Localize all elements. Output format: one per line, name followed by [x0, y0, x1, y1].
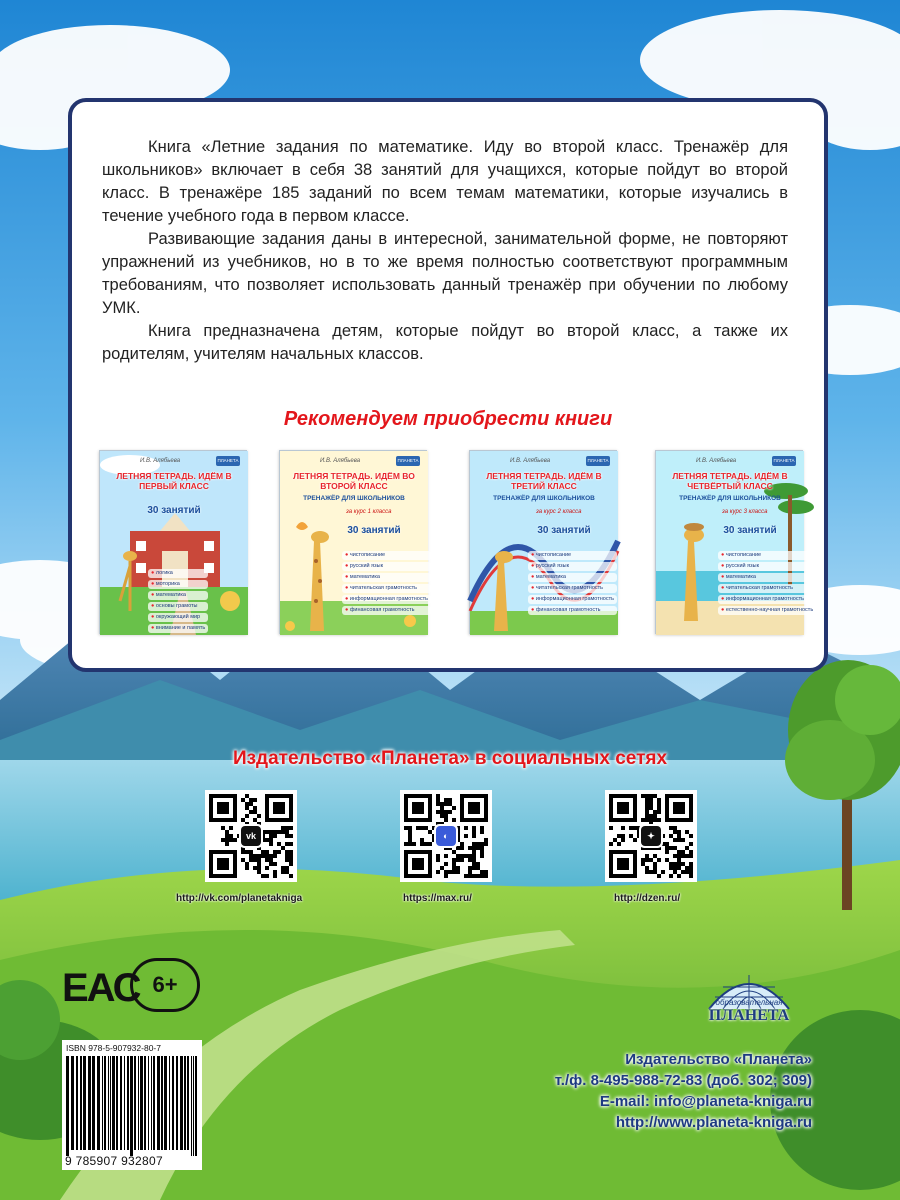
- topic-item: ● логика: [148, 569, 208, 578]
- recommended-books: [96, 450, 814, 634]
- topic-item: ● окружающий мир: [148, 613, 208, 622]
- topic-item: ● читательская грамотность: [718, 584, 816, 593]
- book-subtitle: ТРЕНАЖЁР ДЛЯ ШКОЛЬНИКОВ: [303, 495, 405, 502]
- book-description: [102, 136, 788, 366]
- age-rating-badge: 6+: [130, 958, 200, 1012]
- book-cover-grade-4[interactable]: [655, 450, 814, 634]
- book-author: И.В. Алябьева: [140, 458, 181, 464]
- book-topics: [528, 551, 617, 617]
- book-cover-grade-1[interactable]: [99, 450, 247, 634]
- publisher-logo-small: ПЛАНЕТА: [216, 456, 240, 466]
- dzen-icon: ✦: [639, 824, 663, 848]
- vk-icon: vk: [239, 824, 263, 848]
- topic-item: ● информационная грамотность: [718, 595, 816, 604]
- book-lessons: 30 занятий: [347, 525, 401, 536]
- info-card: [68, 98, 828, 672]
- max-link[interactable]: https://max.ru/: [403, 893, 472, 904]
- topic-item: ● основы грамоты: [148, 602, 208, 611]
- book-subtitle: ТРЕНАЖЁР ДЛЯ ШКОЛЬНИКОВ: [493, 495, 595, 502]
- topic-item: ● финансовая грамотность: [342, 606, 431, 615]
- publisher-logo-small: ПЛАНЕТА: [586, 456, 610, 466]
- book-course: за курс 1 класса: [346, 509, 392, 515]
- book-title: ЛЕТНЯЯ ТЕТРАДЬ. ИДЁМ В ЧЕТВЁРТЫЙ КЛАСС: [672, 471, 788, 491]
- topic-item: ● естественно-научная грамотность: [718, 606, 816, 615]
- topic-item: ● читательская грамотность: [342, 584, 431, 593]
- social-heading: Издательство «Планета» в социальных сетях: [232, 748, 668, 769]
- book-title: ЛЕТНЯЯ ТЕТРАДЬ. ИДЁМ ВО ВТОРОЙ КЛАСС: [293, 471, 415, 491]
- book-topics: [718, 551, 816, 617]
- description-paragraph: Книга предназначена детям, которые пойдут во второй класс, а также их родителям, учителям начальных классов.: [102, 322, 788, 363]
- topic-item: ● чистописание: [342, 551, 431, 560]
- book-title: ЛЕТНЯЯ ТЕТРАДЬ. ИДЁМ В ТРЕТИЙ КЛАСС: [486, 471, 602, 491]
- book-cover-grade-2[interactable]: [279, 450, 427, 634]
- book-topics: [342, 551, 431, 617]
- isbn-number: ISBN 978-5-907932-80-7: [66, 1043, 161, 1053]
- topic-item: ● чистописание: [718, 551, 816, 560]
- topic-item: ● финансовая грамотность: [528, 606, 617, 615]
- dzen-link[interactable]: http://dzen.ru/: [614, 893, 681, 904]
- isbn-barcode: [62, 1040, 202, 1170]
- book-course: за курс 3 класса: [722, 509, 768, 515]
- topic-item: ● математика: [342, 573, 431, 582]
- vk-link[interactable]: http://vk.com/planetakniga: [176, 893, 303, 904]
- logo-tagline: образовательная: [715, 998, 783, 1007]
- publisher-phone: т./ф. 8-495-988-72-83 (доб. 302; 309): [554, 1072, 812, 1089]
- book-lessons: 30 занятий: [537, 525, 591, 536]
- topic-item: ● математика: [528, 573, 617, 582]
- topic-item: ● русский язык: [528, 562, 617, 571]
- description-paragraph: Развивающие задания даны в интересной, занимательной форме, не повторяют упражнений из учебников, но в то же время полностью соответствуют программным требованиям, что позволяет использовать данный тренажёр при обучении по любому УМК.: [102, 230, 788, 317]
- book-course: за курс 2 класса: [536, 509, 582, 515]
- ean-digits: 9 785907 932807: [65, 1154, 163, 1168]
- vk-qr-code[interactable]: [205, 790, 297, 882]
- publisher-name: Издательство «Планета»: [625, 1051, 812, 1068]
- topic-item: ● математика: [718, 573, 816, 582]
- description-paragraph: Книга «Летние задания по математике. Иду во второй класс. Тренажёр для школьников» включает в себя 38 занятий для учащихся, которые пойдут во второй класс. В тренажёре 185 заданий по всем темам математики, которые изучались в течение учебного года в первом классе.: [102, 138, 788, 225]
- topic-item: ● информационная грамотность: [342, 595, 431, 604]
- book-author: И.В. Алябьева: [320, 458, 361, 464]
- topic-item: ● русский язык: [342, 562, 431, 571]
- max-icon: ◐: [434, 824, 458, 848]
- publisher-logo: [693, 965, 805, 1031]
- publisher-email[interactable]: E-mail: info@planeta-kniga.ru: [599, 1093, 812, 1110]
- topic-item: ● математика: [148, 591, 208, 600]
- dzen-qr-code[interactable]: [605, 790, 697, 882]
- publisher-logo-small: ПЛАНЕТА: [772, 456, 796, 466]
- max-qr-code[interactable]: [400, 790, 492, 882]
- topic-item: ● чистописание: [528, 551, 617, 560]
- topic-item: ● внимание и память: [148, 624, 208, 633]
- barcode-bars: [62, 1040, 202, 1170]
- topic-item: ● информационная грамотность: [528, 595, 617, 604]
- book-lessons: 30 занятий: [723, 525, 777, 536]
- publisher-logo-small: ПЛАНЕТА: [396, 456, 420, 466]
- book-title: ЛЕТНЯЯ ТЕТРАДЬ. ИДЁМ В ПЕРВЫЙ КЛАСС: [116, 471, 232, 491]
- topic-item: ● моторика: [148, 580, 208, 589]
- book-lessons: 30 занятий: [147, 505, 201, 516]
- book-cover-grade-3[interactable]: [469, 450, 617, 634]
- recommend-heading: Рекомендуем приобрести книги: [283, 408, 613, 430]
- logo-wordmark: ПЛАНЕТА: [708, 1007, 790, 1024]
- eac-mark: ЕАС: [62, 966, 140, 1010]
- topic-item: ● читательская грамотность: [528, 584, 617, 593]
- book-subtitle: ТРЕНАЖЁР ДЛЯ ШКОЛЬНИКОВ: [679, 495, 781, 502]
- book-topics: [148, 569, 208, 635]
- topic-item: ● русский язык: [718, 562, 816, 571]
- book-author: И.В. Алябьева: [510, 458, 551, 464]
- book-author: И.В. Алябьева: [696, 458, 737, 464]
- publisher-contacts: [555, 1049, 812, 1133]
- publisher-website[interactable]: http://www.planeta-kniga.ru: [615, 1114, 812, 1131]
